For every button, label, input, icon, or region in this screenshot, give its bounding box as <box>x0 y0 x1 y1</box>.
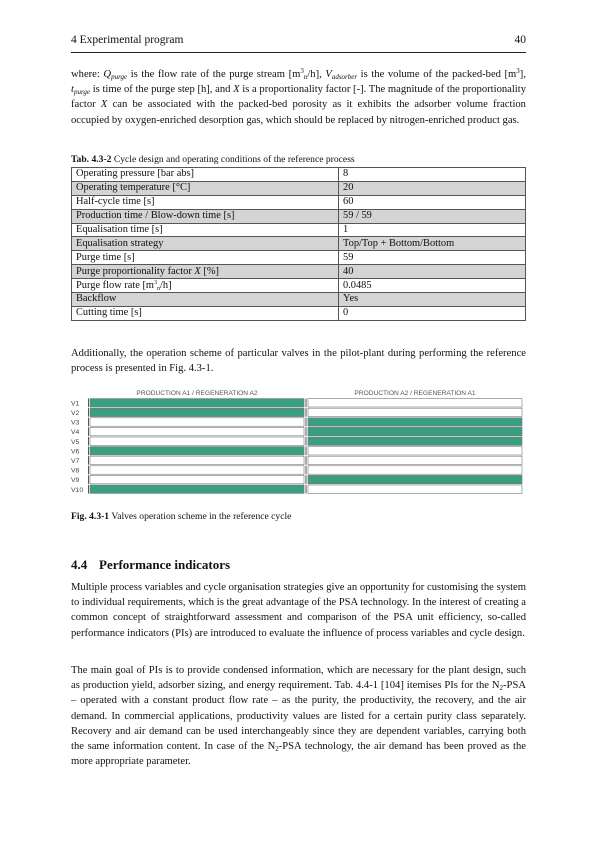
valve-state-bar <box>90 456 304 464</box>
valve-tick <box>88 427 89 436</box>
valve-label: V7 <box>71 458 80 465</box>
valve-tick <box>306 418 307 427</box>
valve-state-bar <box>90 466 304 474</box>
valve-state-bar <box>90 475 304 483</box>
figure-caption: Fig. 4.3-1 Valves operation scheme in the reference cycle <box>71 511 292 522</box>
valve-state-bar <box>90 399 304 407</box>
section-number: 4.4 <box>71 557 88 572</box>
valve-label: V10 <box>71 486 84 494</box>
valve-tick <box>306 485 307 494</box>
valve-state-bar <box>90 447 304 455</box>
valve-tick <box>88 475 89 484</box>
valve-state-bar <box>308 485 522 493</box>
valve-state-bar <box>308 408 522 416</box>
page-number: 40 <box>514 34 526 46</box>
header-rule <box>71 52 526 53</box>
valve-state-bar <box>308 456 522 464</box>
valve-tick <box>88 399 89 408</box>
valve-state-bar <box>90 427 304 435</box>
valve-tick <box>306 456 307 465</box>
valve-label: V3 <box>71 419 80 427</box>
valve-tick <box>306 447 307 456</box>
valve-label: V1 <box>71 400 80 408</box>
body-paragraph-2: The main goal of PIs is to provide condensed information, which are necessary for the plant design, such as production yield, adsorber sizing, and energy requirement. Tab. 4.4-1 [104] itemises PIs for the N2-PSA – operated with a constant product flow rate – as the purity, the productivity, the recovery, and the air demand. In commercial applications, productivity values are listed for a certain purity class separately. Recovery and air demand can be used interchangeably since they are dependent variables, carrying both the same information content. In case of the N2-PSA technology, the air demand has been proved as the more appropriate parameter. <box>71 665 526 768</box>
table-row: Production time / Blow-down time [s] 59 / 59 <box>72 209 526 223</box>
valve-state-bar <box>308 418 522 426</box>
valve-scheme-figure <box>71 388 526 506</box>
table-row: Backflow Yes <box>72 293 526 307</box>
valve-tick <box>306 427 307 436</box>
valve-tick <box>306 408 307 417</box>
table-row: Purge proportionality factor X [%] 40 <box>72 265 526 279</box>
valve-state-bar <box>308 466 522 474</box>
table-row: Purge time [s] 59 <box>72 251 526 265</box>
half-cycle-title: PRODUCTION A2 / REGENERATION A1 <box>354 390 476 397</box>
intro-paragraph: where: $Q_{purge}$ is the flow rate of the purge stream $[m^3n/h]$, $V_{adsorber}$ is the volume of the packed-bed $[m^3]$, $t_{purge}$ is time of the purge step [h], and X is a proportionality factor [-]. The magnitude of the proportionality factor X can be associated with the packed-bed porosity as it exhibits the adsorber volume fraction occupied by oxygen-enriched desorption gas, which should be replaced by nitrogen-enriched product gas. <box>71 67 526 126</box>
table-row: Cutting time [s] 0 <box>72 306 526 320</box>
valve-label: V5 <box>71 438 80 446</box>
valve-tick <box>88 466 89 475</box>
table-row: Operating temperature [°C] 20 <box>72 181 526 195</box>
section-title: Performance indicators <box>99 557 231 572</box>
valve-label: V2 <box>71 410 80 417</box>
table-row: Operating pressure [bar abs] 8 <box>72 168 526 182</box>
running-header <box>71 34 526 52</box>
valve-tick <box>306 466 307 475</box>
valve-label: V8 <box>71 467 80 475</box>
table-row: Purge flow rate $[m^3_n/h]$ 0.0485 <box>72 279 526 293</box>
valve-state-bar <box>308 475 522 483</box>
body-paragraph-1: Multiple process variables and cycle organisation strategies give an opportunity for customising the system to individual requirements, which is the great advantage of the PSA technology. In the interest of creating a common concept of straightforward assessment and comparison of the PSA unit efficiency, so-called performance indicators (PIs) are introduced to evaluate the influence of process variables and cycle design. <box>71 582 526 639</box>
valve-tick <box>88 447 89 456</box>
valve-state-bar <box>308 447 522 455</box>
chapter-title: 4 Experimental program <box>71 34 184 46</box>
half-cycle-title: PRODUCTION A1 / REGENERATION A2 <box>136 390 258 397</box>
valve-tick <box>306 475 307 484</box>
valve-state-bar <box>308 427 522 435</box>
valve-state-bar <box>90 437 304 445</box>
valve-tick <box>88 418 89 427</box>
valve-tick <box>88 437 89 446</box>
valve-state-bar <box>90 485 304 493</box>
table-row: Half-cycle time [s] 60 <box>72 195 526 209</box>
valve-label: V6 <box>71 448 80 456</box>
valve-tick <box>306 437 307 446</box>
table-caption: Tab. 4.3-2 Cycle design and operating conditions of the reference process <box>71 154 355 165</box>
scheme-intro-paragraph: Additionally, the operation scheme of particular valves in the pilot-plant during performing the reference process is presented in Fig. 4.3-1. <box>71 348 526 375</box>
valve-label: V9 <box>71 477 80 485</box>
valve-tick <box>88 485 89 494</box>
valve-scheme-chart <box>71 388 526 506</box>
valve-state-bar <box>308 437 522 445</box>
valve-state-bar <box>308 399 522 407</box>
operating-conditions-table <box>71 167 526 321</box>
valve-state-bar <box>90 418 304 426</box>
section-heading <box>71 557 230 573</box>
table-row: Equalisation strategy Top/Top + Bottom/Bottom <box>72 237 526 251</box>
valve-tick <box>306 399 307 408</box>
table-row: Equalisation time [s] 1 <box>72 223 526 237</box>
valve-label: V4 <box>71 429 80 437</box>
valve-state-bar <box>90 408 304 416</box>
valve-tick <box>88 408 89 417</box>
valve-tick <box>88 456 89 465</box>
